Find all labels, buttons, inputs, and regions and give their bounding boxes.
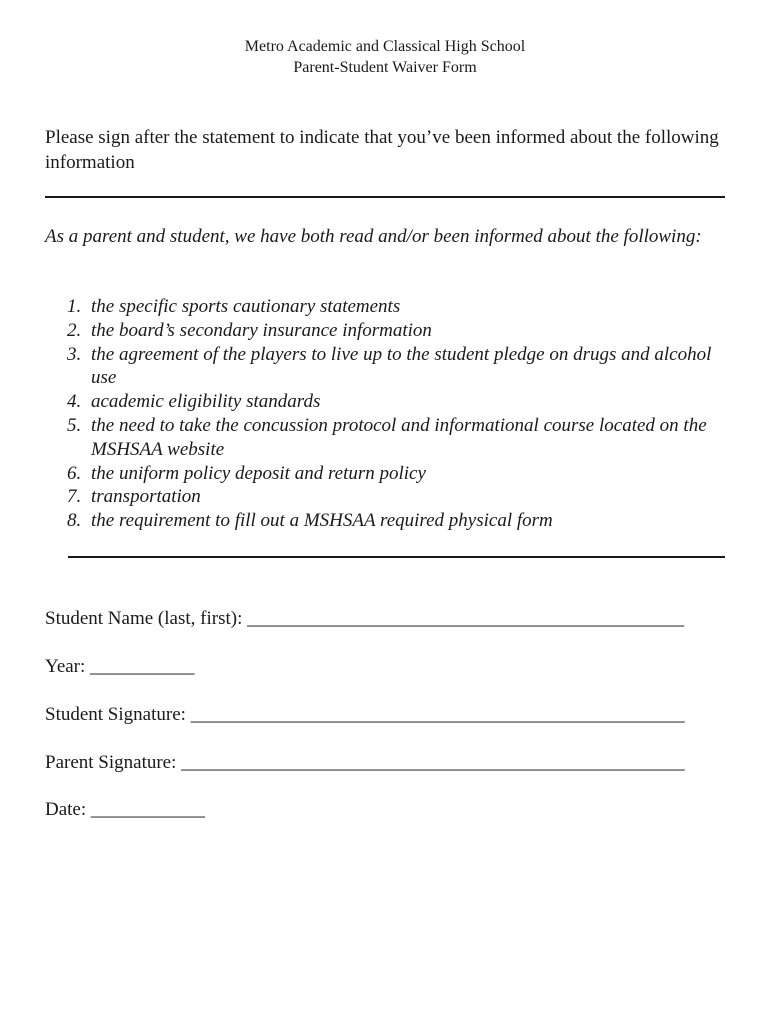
list-number: 6. [67, 462, 82, 484]
date-field[interactable]: Date: ____________ [45, 799, 205, 820]
parent-signature-field[interactable]: Parent Signature: _____________________________________________________ [45, 752, 685, 773]
list-number: 2. [67, 319, 82, 341]
list-item-text: the requirement to fill out a MSHSAA required physical form [91, 510, 553, 532]
student-signature-field[interactable]: Student Signature: ____________________________________________________ [45, 704, 685, 725]
acknowledgement-statement: As a parent and student, we have both read and/or been informed about the following: [45, 226, 702, 247]
list-item [45, 414, 725, 462]
list-item-text: the agreement of the players to live up to the student pledge on drugs and alcohol use [91, 343, 712, 389]
list-item [45, 319, 725, 343]
acknowledgement-list [45, 295, 725, 533]
list-number: 4. [67, 391, 82, 413]
form-header [0, 36, 770, 78]
list-item-text: the need to take the concussion protocol and informational course located on the MSHSAA website [91, 414, 707, 460]
list-number: 5. [67, 414, 82, 436]
school-name: Metro Academic and Classical High School [244, 38, 526, 55]
list-number: 3. [67, 343, 82, 365]
student-name-field[interactable]: Student Name (last, first): ______________________________________________ [45, 608, 685, 629]
list-item-text: the board’s secondary insurance information [91, 319, 432, 341]
list-item [45, 390, 725, 414]
list-item [45, 509, 725, 533]
list-item-text: academic eligibility standards [91, 391, 321, 413]
list-item-text: the uniform policy deposit and return policy [91, 462, 426, 484]
list-item-text: transportation [91, 486, 201, 508]
divider-bottom [68, 556, 725, 558]
list-number: 1. [67, 296, 82, 317]
list-item-text: the specific sports cautionary statements [91, 296, 401, 317]
list-item [45, 295, 725, 319]
form-title: Parent-Student Waiver Form [293, 59, 477, 76]
list-item [45, 485, 725, 509]
divider-top [45, 196, 725, 198]
list-item [45, 462, 725, 486]
list-item [45, 343, 725, 391]
year-field[interactable]: Year: ___________ [45, 656, 195, 677]
list-number: 8. [67, 510, 82, 532]
list-number: 7. [67, 486, 82, 508]
intro-text: Please sign after the statement to indicate that you’ve been informed about the following information [45, 127, 719, 173]
